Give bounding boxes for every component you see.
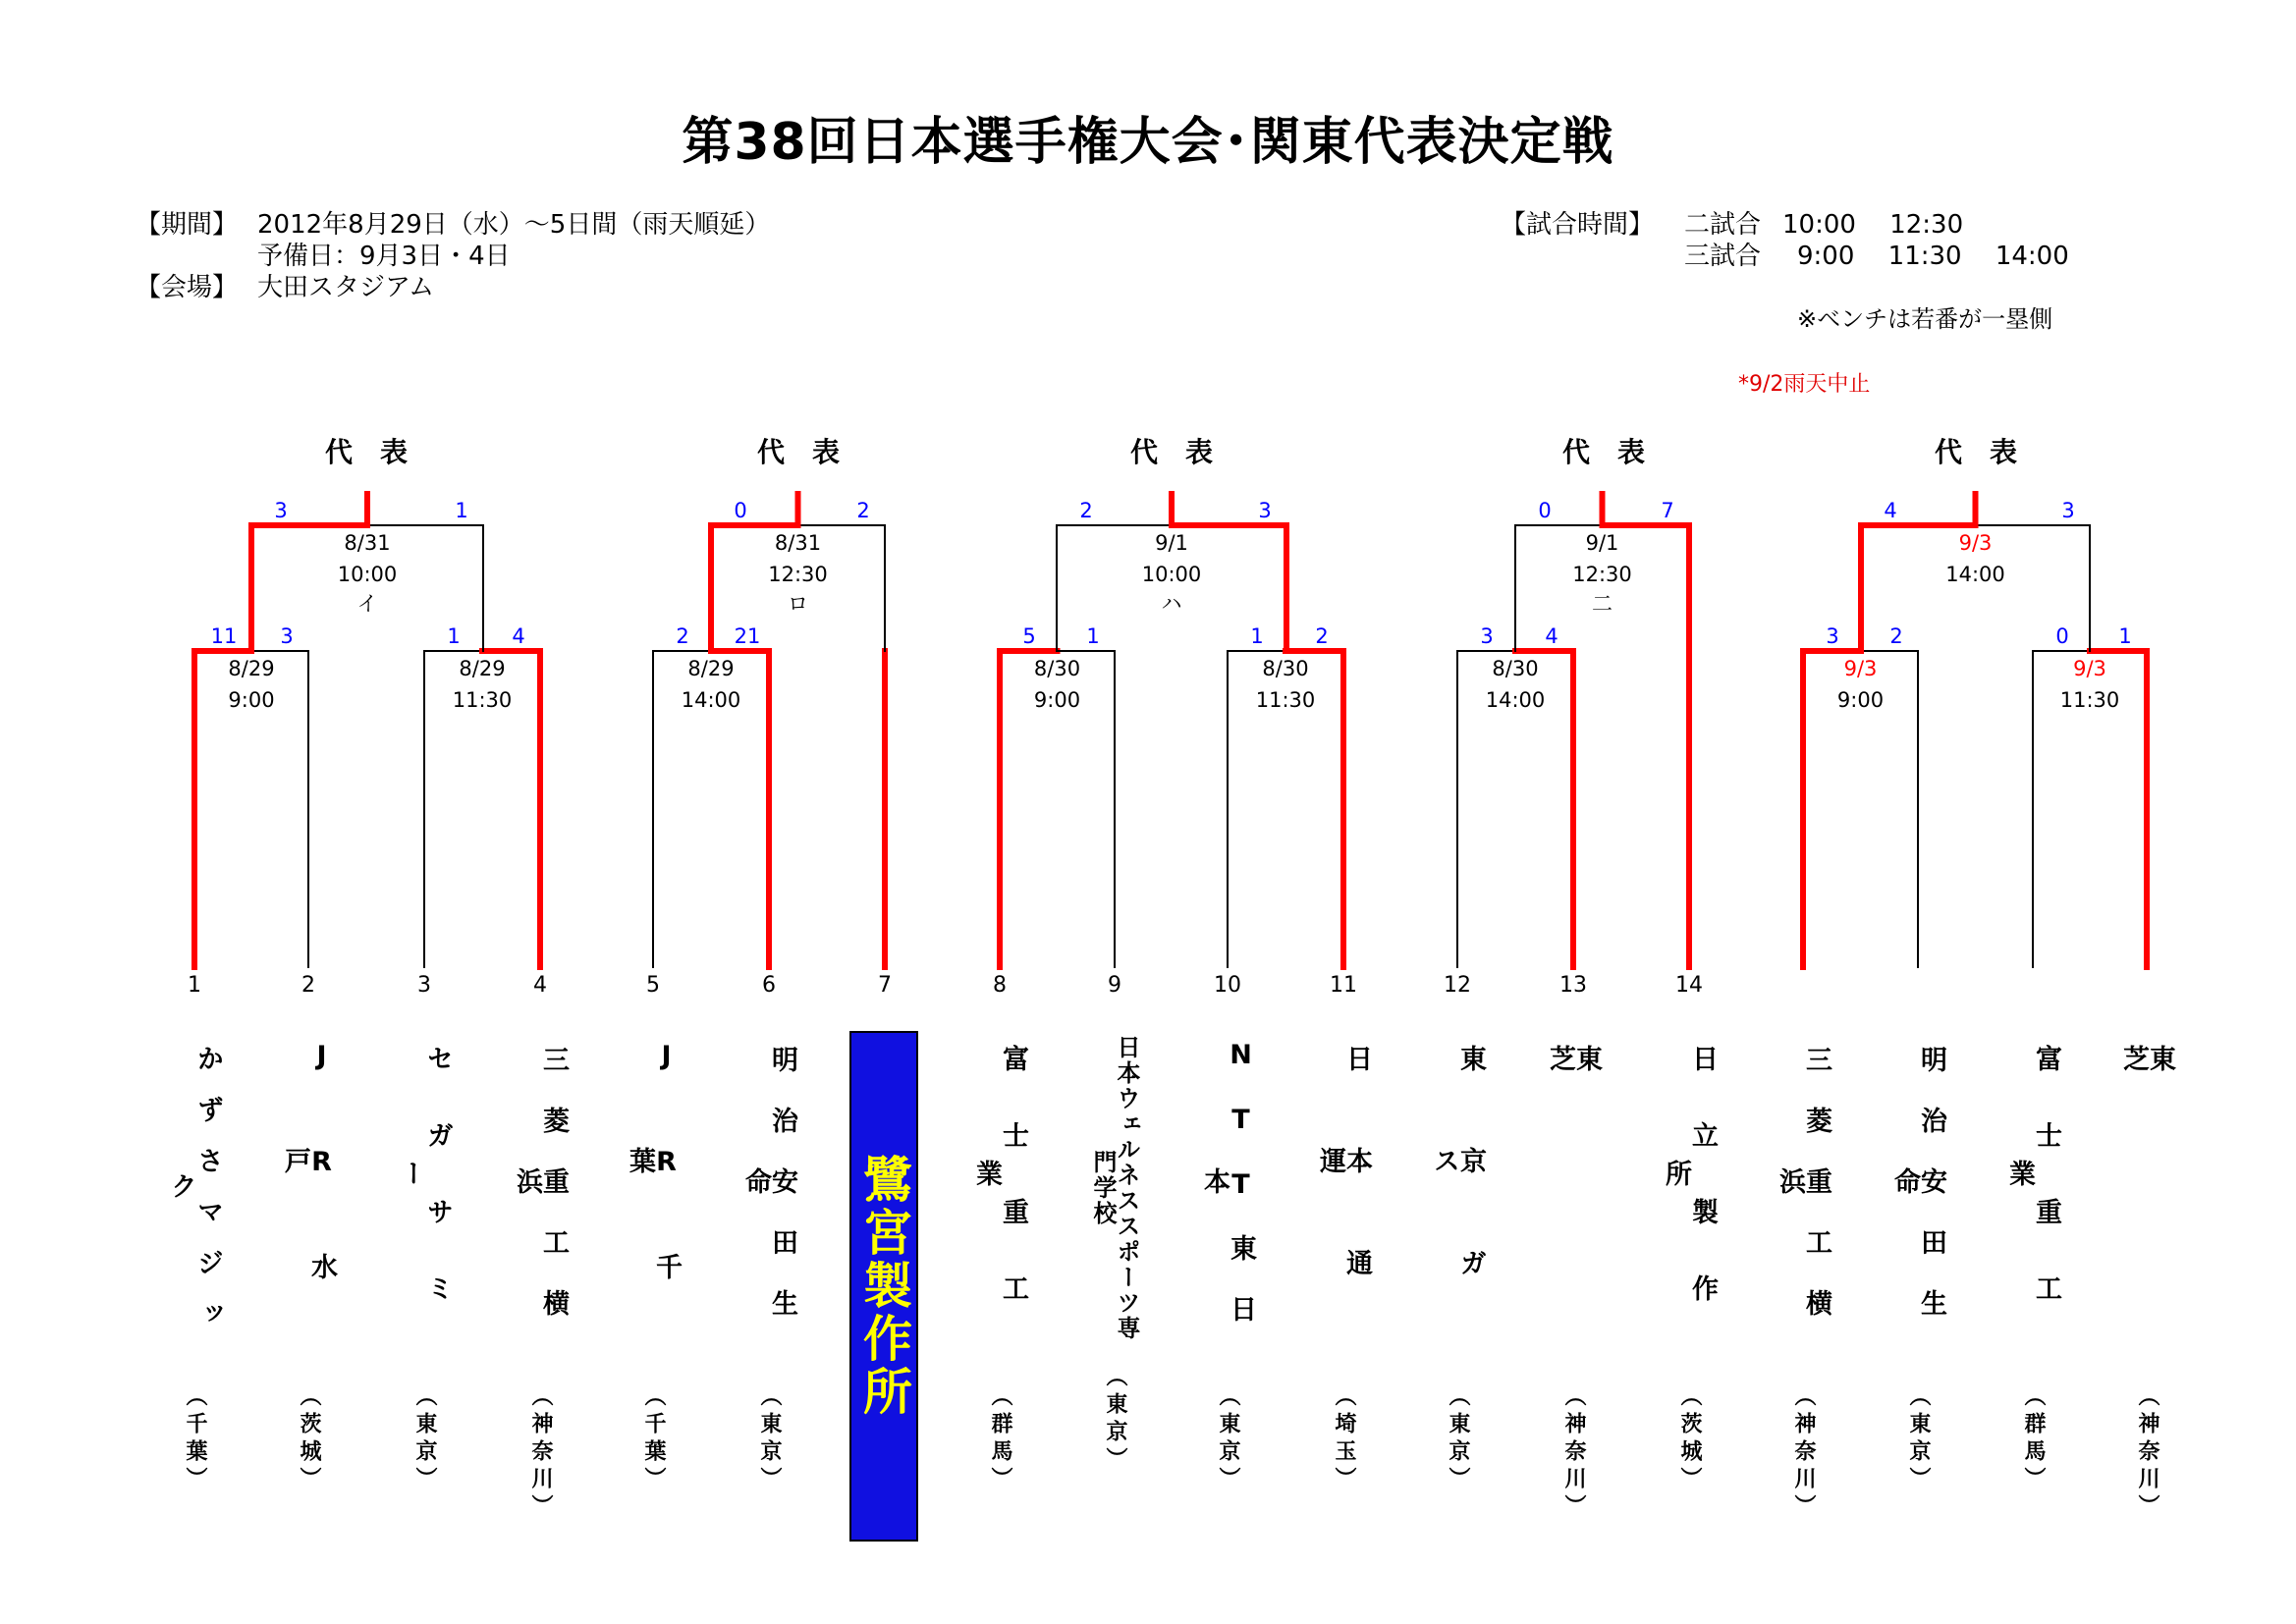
representative-label: 代 表 (324, 436, 409, 468)
team-entry (1314, 1031, 1373, 1494)
score-left: 3 (1826, 624, 1839, 648)
score-right: 1 (455, 499, 468, 522)
team-prefecture: （東京） (1906, 1384, 1931, 1494)
host-team-banner (849, 1031, 918, 1542)
team-entry (2117, 1031, 2176, 1522)
score-right: 4 (512, 624, 525, 648)
slot-number: 2 (301, 973, 315, 998)
slot-number: 11 (1330, 973, 1357, 998)
game-time-label: 【試合時間】 (1501, 210, 1655, 240)
team-prefecture: （神奈川） (1791, 1384, 1816, 1522)
match-date: 9/3 (1958, 531, 1993, 555)
page-title: 第38回日本選手権大会･関東代表決定戦 (682, 113, 1614, 172)
two-games-label: 二試合 (1684, 210, 1762, 240)
team-prefecture: （神奈川） (528, 1384, 553, 1522)
team-prefecture: （東京） (757, 1384, 782, 1494)
three-games-times: 9:00 11:30 14:00 (1797, 242, 2069, 271)
slot-number: 10 (1214, 973, 1241, 998)
match-code: ロ (788, 592, 808, 616)
two-games-times: 10:00 12:30 (1782, 210, 1964, 240)
slot-number: 12 (1444, 973, 1471, 998)
representative-label: 代 表 (1129, 436, 1214, 468)
slot-number: 6 (762, 973, 776, 998)
rain-cancel-note: *9/2雨天中止 (1738, 372, 1871, 397)
slot-number: 5 (646, 973, 660, 998)
slot-number: 7 (878, 973, 892, 998)
match-time: 12:30 (768, 563, 828, 586)
score-left: 2 (676, 624, 689, 648)
slot-number: 3 (417, 973, 431, 998)
match-code: イ (356, 592, 378, 616)
team-name: 富士重工業 (971, 1045, 1028, 1351)
team-entry (1428, 1031, 1487, 1494)
match-date: 9/3 (1843, 657, 1878, 680)
bench-note: ※ベンチは若番が一塁側 (1797, 305, 2053, 333)
team-prefecture: （神奈川） (1561, 1384, 1586, 1522)
team-name: 三菱重工横浜 (1775, 1046, 1831, 1350)
team-entry (739, 1031, 798, 1494)
match-code: 二 (1592, 592, 1613, 616)
match-date: 8/29 (687, 657, 735, 680)
team-prefecture: （東京） (1446, 1384, 1470, 1494)
match-time: 14:00 (681, 688, 741, 712)
score-right: 2 (1889, 624, 1903, 648)
representative-label: 代 表 (1561, 436, 1646, 468)
score-left: 3 (274, 499, 288, 522)
score-left: 2 (1079, 499, 1093, 522)
score-right: 1 (1086, 624, 1100, 648)
match-date: 8/31 (344, 531, 391, 555)
slot-number: 14 (1675, 973, 1703, 998)
slot-number: 1 (188, 973, 201, 998)
slot-number: 8 (993, 973, 1007, 998)
score-right: 3 (280, 624, 294, 648)
team-prefecture: （東京） (412, 1384, 437, 1494)
score-left: 5 (1022, 624, 1036, 648)
team-prefecture: （群馬） (988, 1384, 1012, 1494)
score-left: 0 (1538, 499, 1552, 522)
team-entry (1544, 1031, 1603, 1522)
match-date: 8/29 (228, 657, 275, 680)
period-label: 【期間】 (136, 210, 239, 240)
team-entry (395, 1031, 454, 1494)
score-left: 0 (2055, 624, 2069, 648)
team-name: 東芝 (1545, 1044, 1602, 1352)
slot-number: 13 (1559, 973, 1587, 998)
team-name: NTT東日本 (1199, 1040, 1256, 1356)
score-right: 21 (734, 624, 761, 648)
score-right: 7 (1661, 499, 1674, 522)
team-entry (1198, 1031, 1257, 1494)
match-time: 12:30 (1572, 563, 1632, 586)
match-time: 11:30 (452, 688, 513, 712)
team-name: 三菱重工横浜 (512, 1046, 569, 1350)
host-team-name: 鷺宮製作所 (855, 1154, 912, 1419)
team-entry (624, 1031, 683, 1494)
team-prefecture: （神奈川） (2135, 1384, 2159, 1522)
match-date: 8/30 (1033, 657, 1081, 680)
slot-number: 4 (533, 973, 547, 998)
match-time: 9:00 (228, 688, 275, 712)
team-entry (1888, 1031, 1947, 1494)
representative-label: 代 表 (756, 436, 841, 468)
team-name: 明治安田生命 (740, 1046, 797, 1350)
team-name: 日立製作所 (1661, 1045, 1718, 1351)
period-value: 2012年8月29日（水）～5日間（雨天順延） (257, 210, 771, 240)
match-time: 11:30 (2059, 688, 2120, 712)
team-name: セガサミー (396, 1045, 453, 1351)
team-entry (511, 1031, 570, 1522)
match-time: 9:00 (1836, 688, 1885, 712)
score-left: 3 (1480, 624, 1494, 648)
team-prefecture: （茨城） (297, 1384, 321, 1494)
match-time: 10:00 (337, 563, 398, 586)
venue-label: 【会場】 (136, 273, 239, 302)
team-entry (165, 1031, 224, 1494)
team-prefecture: （茨城） (1677, 1384, 1702, 1494)
score-left: 1 (447, 624, 461, 648)
score-left: 1 (1250, 624, 1264, 648)
team-name: 東京ガス (1429, 1045, 1486, 1351)
team-name: 日本ウェルネススポーツ専門学校 (1089, 1035, 1140, 1341)
match-time: 14:00 (1945, 563, 2005, 586)
team-name: JR千葉 (625, 1041, 682, 1355)
score-right: 3 (2061, 499, 2075, 522)
match-date: 8/30 (1492, 657, 1539, 680)
score-right: 4 (1545, 624, 1558, 648)
match-date: 8/29 (459, 657, 506, 680)
team-prefecture: （東京） (1216, 1384, 1240, 1494)
team-prefecture: （東京） (1103, 1365, 1127, 1475)
team-name: 明治安田生命 (1889, 1046, 1946, 1350)
match-date: 8/30 (1262, 657, 1309, 680)
match-date: 9/1 (1585, 531, 1619, 555)
team-prefecture: （埼玉） (1332, 1384, 1356, 1494)
venue-value: 大田スタジアム (257, 273, 435, 302)
match-time: 10:00 (1141, 563, 1202, 586)
match-code: ハ (1161, 592, 1182, 616)
match-date: 9/3 (2073, 657, 2106, 680)
team-prefecture: （群馬） (2021, 1384, 2046, 1494)
match-time: 11:30 (1255, 688, 1316, 712)
team-entry (1660, 1031, 1719, 1494)
team-prefecture: （千葉） (641, 1384, 666, 1494)
match-date: 8/31 (774, 531, 822, 555)
team-entry (279, 1031, 338, 1494)
team-prefecture: （千葉） (183, 1384, 207, 1494)
team-name: かずさマジック (166, 1045, 223, 1351)
representative-label: 代 表 (1934, 436, 2018, 468)
score-right: 3 (1258, 499, 1272, 522)
team-entry (1774, 1031, 1832, 1522)
team-name: 日本通運 (1315, 1045, 1372, 1351)
team-name: 富士重工業 (2004, 1045, 2061, 1351)
score-right: 2 (856, 499, 870, 522)
score-left: 4 (1884, 499, 1897, 522)
score-right: 1 (2118, 624, 2132, 648)
team-entry (970, 1031, 1029, 1494)
slot-number: 9 (1108, 973, 1121, 998)
match-date: 9/1 (1155, 531, 1188, 555)
team-entry (1085, 1031, 1144, 1475)
team-name: 東芝 (2118, 1044, 2175, 1352)
team-name: JR水戸 (280, 1041, 337, 1355)
team-entry (2003, 1031, 2062, 1494)
score-left: 0 (734, 499, 747, 522)
match-time: 9:00 (1033, 688, 1081, 712)
score-left: 11 (210, 624, 238, 648)
score-right: 2 (1315, 624, 1329, 648)
reserve-days: 予備日：9月3日・4日 (257, 242, 511, 271)
match-time: 14:00 (1485, 688, 1546, 712)
three-games-label: 三試合 (1684, 242, 1762, 271)
